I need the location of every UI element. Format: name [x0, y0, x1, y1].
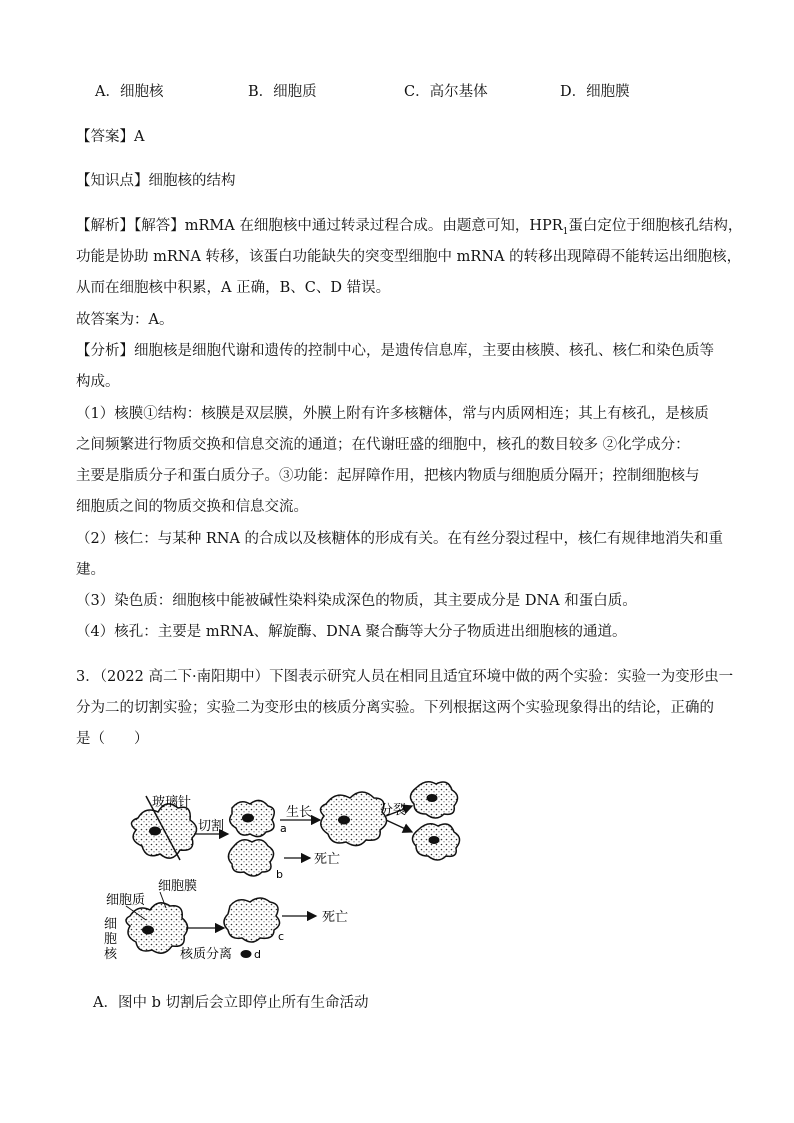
fenxi-line-1: 【分析】细胞核是细胞代谢和遗传的控制中心，是遗传信息库，主要由核膜、核孔、核仁和染色质等 [76, 343, 714, 359]
label-death-1: 死亡 [314, 852, 341, 867]
label-d: d [254, 948, 261, 961]
amoeba-exp2 [126, 903, 188, 953]
label-nucleus: 细胞核 [104, 917, 118, 962]
amoeba-grown [320, 792, 386, 846]
option-c-golgi: C．高尔基体 [404, 84, 488, 100]
option-d-membrane: D．细胞膜 [560, 84, 630, 100]
label-cut: 切割 [198, 819, 225, 834]
label-death-2: 死亡 [322, 910, 349, 925]
analysis-line-3: 从而在细胞核中积累，A 正确，B、C、D 错误。 [76, 280, 391, 296]
nucleus-grown [338, 816, 350, 825]
nucleus-daughter-2 [429, 836, 440, 844]
amoeba-c [224, 898, 280, 942]
label-b: b [276, 868, 283, 881]
option-b-cytoplasm: B．细胞质 [248, 84, 317, 100]
fenxi-line-7: （2）核仁：与某种 RNA 的合成以及核糖体的形成有关。在有丝分裂过程中，核仁有规律地消失和重 [76, 531, 724, 547]
label-cytoplasm: 细胞质 [106, 893, 146, 908]
label-grow: 生长 [286, 805, 313, 820]
nucleus-exp2 [142, 926, 154, 935]
answer-line: 【答案】A [76, 129, 145, 145]
label-c: c [278, 930, 285, 943]
knowledge-point: 【知识点】细胞核的结构 [76, 173, 236, 189]
question-line-1: 3．（2022 高二下·南阳期中）下图表示研究人员在相同且适宜环境中做的两个实验：实验一为变形虫一 [76, 669, 734, 685]
fenxi-line-3: （1）核膜①结构：核膜是双层膜，外膜上附有许多核糖体，常与内质网相连；其上有核孔，是核质 [76, 406, 709, 422]
label-needle: 玻璃针 [152, 795, 192, 810]
analysis-line-2: 功能是协助 mRNA 转移，该蛋白功能缺失的突变型细胞中 mRNA 的转移出现障碍不能转运出细胞核， [76, 249, 742, 265]
fenxi-line-2: 构成。 [76, 374, 120, 390]
fenxi-line-8: 建。 [76, 562, 105, 578]
option-a-statement: A．图中 b 切割后会立即停止所有生命活动 [93, 995, 369, 1011]
fenxi-line-9: （3）染色质：细胞核中能被碱性染料染成深色的物质，其主要成分是 DNA 和蛋白质。 [76, 593, 637, 609]
amoeba-experiment-figure [100, 768, 480, 968]
fenxi-line-5: 主要是脂质分子和蛋白质分子。③功能：起屏障作用，把核内物质与细胞质分隔开；控制细胞核与 [76, 468, 700, 484]
label-a: a [280, 822, 287, 835]
label-membrane: 细胞膜 [158, 879, 198, 894]
nucleus-d [241, 950, 252, 958]
amoeba-b [228, 840, 273, 876]
fenxi-line-6: 细胞质之间的物质交换和信息交流。 [76, 499, 308, 515]
label-separation: 核质分离 [180, 947, 233, 962]
fenxi-line-4: 之间频繁进行物质交换和信息交流的通道；在代谢旺盛的细胞中，核孔的数目较多 ②化学成分： [76, 437, 690, 453]
label-split: 分裂 [380, 803, 407, 818]
nucleus-a [242, 814, 254, 823]
analysis-line-4: 故答案为：A。 [76, 312, 174, 328]
question-line-2: 分为二的切割实验；实验二为变形虫的核质分离实验。下列根据这两个实验现象得出的结论，正确的 [76, 700, 714, 716]
nucleus-daughter-1 [427, 794, 438, 802]
analysis-line-1: 【解析】【解答】mRMA 在细胞核中通过转录过程合成。由题意可知，$HPR_1$蛋白定位于细胞核孔结构， [76, 218, 743, 237]
option-a-nucleus: A．细胞核 [95, 84, 164, 100]
nucleus-original [149, 827, 161, 836]
fenxi-line-10: （4）核孔：主要是 mRNA、解旋酶、DNA 聚合酶等大分子物质进出细胞核的通道。 [76, 624, 627, 640]
question-line-3: 是（ ） [76, 731, 149, 747]
